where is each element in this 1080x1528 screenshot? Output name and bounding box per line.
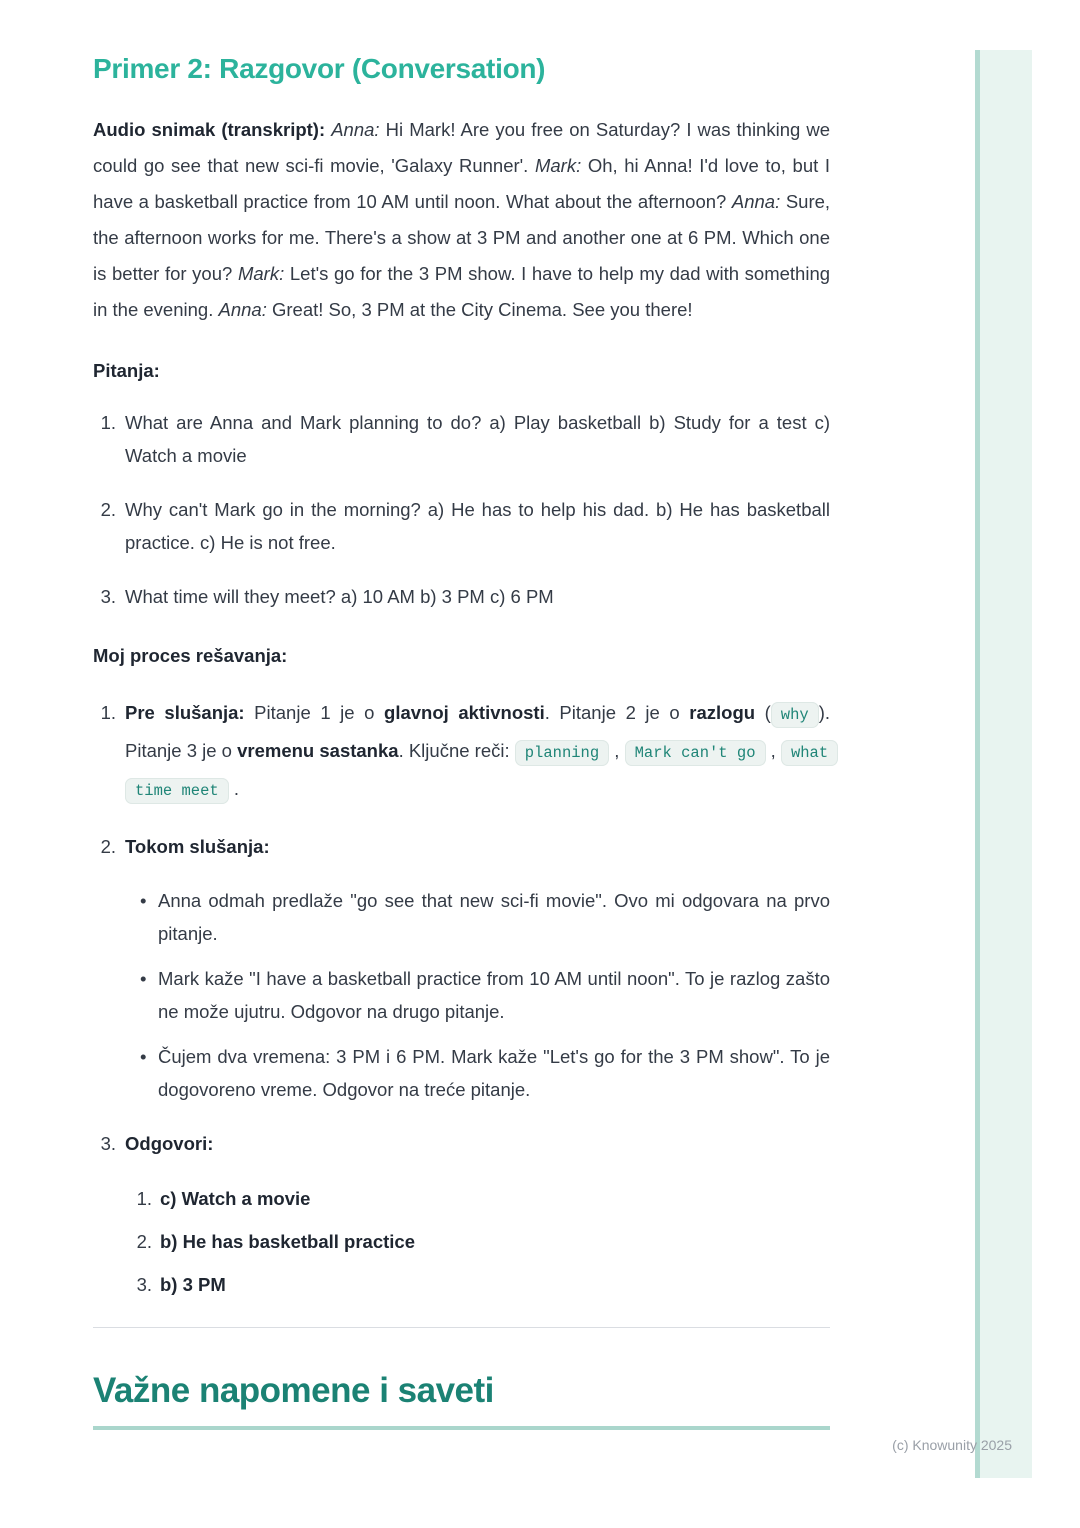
list-item [158,884,830,950]
transcript-label: Audio snimak (transkript): [93,119,326,140]
step-text: Pitanje 1 je o [244,702,385,723]
answer-text: b) He has basketball practice [160,1231,415,1252]
note-text: Anna odmah predlaže "go see that new sci-fi movie". Ovo mi odgovara na prvo pitanje. [158,890,830,944]
process-step-answers [125,1126,830,1301]
step-lead: Odgovori: [125,1133,214,1154]
questions-list [93,406,830,613]
question-text: What are Anna and Mark planning to do? a) Play basketball b) Study for a test c) Watch a movie [125,412,830,466]
section-divider [93,1327,830,1328]
questions-label: Pitanja: [93,360,160,381]
bottom-section-title: Važne napomene i saveti [93,1371,494,1410]
step-lead: Pre slušanja: [125,702,245,723]
speaker-name: Mark: [237,263,285,284]
step-text: . Pitanje 2 je o [544,702,690,723]
answer-item [160,1225,830,1258]
step-text-bold: razlogu [689,702,756,723]
list-item [158,962,830,1028]
section-title: Primer 2: Razgovor (Conversation) [93,53,546,84]
answer-item [160,1182,830,1215]
step-text: ). Pitanje 3 je o [125,702,830,761]
page-content [93,0,830,1430]
step-text-bold: vremenu sastanka [237,740,399,761]
step-text: ( [755,702,771,723]
question-text: Why can't Mark go in the morning? a) He has to help his dad. b) He has basketball practice. c) He is not free. [125,499,830,553]
transcript-paragraph [93,112,830,328]
keyword-chip: planning [515,740,609,766]
step-text: , [609,740,625,761]
step-text: , [765,740,781,761]
answer-text: b) 3 PM [160,1274,226,1295]
question-item [125,406,830,472]
bottom-heading-block [93,1370,830,1430]
speaker-name: Anna: [331,119,380,140]
dialogue-text: Hi Mark! Are you free on Saturday? I was thinking we could go see that new sci-fi movie, 'Galaxy Runner'. [93,119,831,176]
keyword-chip: Mark can't go [625,740,766,766]
speaker-name: Anna: [731,191,781,212]
process-step-pre-listening [125,695,830,809]
speaker-name: Anna: [218,299,267,320]
keyword-chip: what time meet [125,740,838,804]
listening-notes-list [125,884,830,1106]
dialogue-text: Oh, hi Anna! I'd love to, but I have a basketball practice from 10 AM until noon. What about the afternoon? [93,155,831,212]
question-item [125,493,830,559]
step-text-bold: glavnoj aktivnosti [384,702,545,723]
process-list [93,695,830,1301]
note-text: Čujem dva vremena: 3 PM i 6 PM. Mark kaže "Let's go for the 3 PM show". To je dogovoreno vreme. Odgovor na treće pitanje. [158,1046,830,1100]
answers-list [125,1182,830,1301]
process-label: Moj proces rešavanja: [93,645,288,666]
step-text: . [228,778,239,799]
step-text: . Ključne reči: [398,740,515,761]
dialogue-text: Sure, the afternoon works for me. There's a show at 3 PM and another one at 6 PM. Which one is better for you? [93,191,831,284]
speaker-name: Mark: [534,155,582,176]
list-item [158,1040,830,1106]
step-lead: Tokom slušanja: [125,836,270,857]
right-margin-strip [975,50,1032,1478]
copyright-note: (c) Knowunity 2025 [892,1437,1012,1453]
answer-item [160,1268,830,1301]
keyword-chip: why [771,702,819,728]
question-text: What time will they meet? a) 10 AM b) 3 PM c) 6 PM [125,586,554,607]
question-item [125,580,830,613]
dialogue-text: Let's go for the 3 PM show. I have to help my dad with something in the evening. [93,263,831,320]
answer-text: c) Watch a movie [160,1188,311,1209]
note-text: Mark kaže "I have a basketball practice from 10 AM until noon". To je razlog zašto ne može ujutru. Odgovor na drugo pitanje. [158,968,830,1022]
dialogue-text: Great! So, 3 PM at the City Cinema. See you there! [271,299,693,320]
process-step-during-listening [125,829,830,1106]
